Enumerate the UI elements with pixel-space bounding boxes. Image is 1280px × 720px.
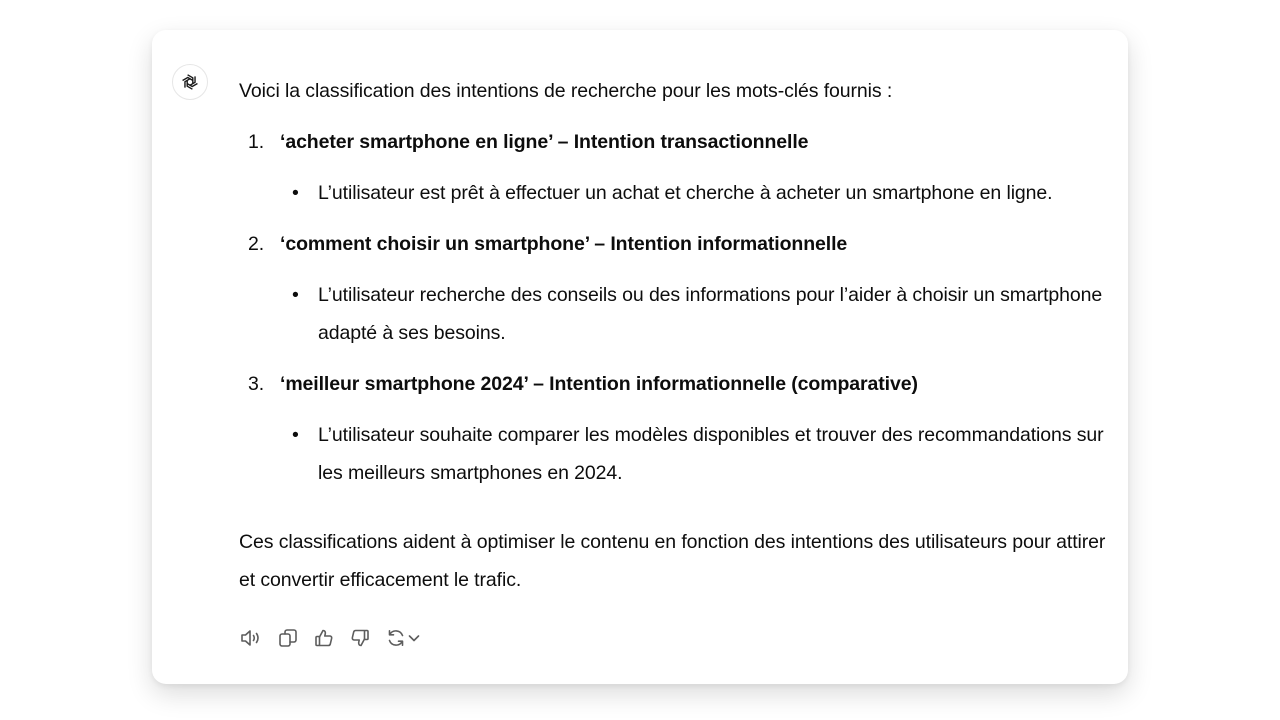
- copy-icon: [277, 627, 299, 649]
- assistant-avatar: [172, 64, 208, 100]
- bullet-dot: •: [292, 182, 299, 204]
- list-item-title: ‘acheter smartphone en ligne’ – Intention transactionnelle: [280, 131, 809, 153]
- regenerate-icon: [385, 627, 407, 649]
- list-item: [239, 123, 1119, 212]
- openai-logo-icon: [178, 70, 202, 94]
- list-item-number: 1.: [248, 131, 265, 153]
- list-item-number: 2.: [248, 233, 265, 255]
- list-item-title: ‘meilleur smartphone 2024’ – Intention informationnelle (comparative): [280, 373, 918, 395]
- bullet-text: L’utilisateur est prêt à effectuer un achat et cherche à acheter un smartphone en ligne.: [318, 182, 1053, 204]
- list-item-bullet: [280, 276, 1119, 352]
- bullet-text: L’utilisateur recherche des conseils ou des informations pour l’aider à choisir un smartphone adapté à ses besoins.: [318, 284, 1103, 344]
- message-actions: [239, 626, 421, 650]
- thumbs-down-button[interactable]: [349, 626, 371, 650]
- list-item: [239, 225, 1119, 352]
- read-aloud-button[interactable]: [239, 626, 263, 650]
- message-outro: Ces classifications aident à optimiser le contenu en fonction des intentions des utilisateurs pour attirer et convertir efficacement le trafic.: [239, 531, 1106, 591]
- bullet-dot: •: [292, 284, 299, 306]
- regenerate-button[interactable]: [385, 626, 421, 650]
- message-intro: Voici la classification des intentions de recherche pour les mots-clés fournis :: [239, 80, 893, 102]
- list-item-number: 3.: [248, 373, 265, 395]
- assistant-message-card: [152, 30, 1128, 684]
- bullet-dot: •: [292, 424, 299, 446]
- thumbs-down-icon: [349, 627, 371, 649]
- thumbs-up-button[interactable]: [313, 626, 335, 650]
- message-content: [239, 72, 1119, 599]
- thumbs-up-icon: [313, 627, 335, 649]
- list-item-bullet: [280, 416, 1119, 492]
- bullet-text: L’utilisateur souhaite comparer les modèles disponibles et trouver des recommandations sur les meilleurs smartphones en 2024.: [318, 424, 1104, 484]
- list-item: [239, 365, 1119, 492]
- speaker-icon: [239, 627, 263, 649]
- chevron-down-icon: [407, 627, 421, 649]
- list-item-title: ‘comment choisir un smartphone’ – Intention informationnelle: [280, 233, 848, 255]
- list-item-bullet: [280, 174, 1119, 212]
- copy-button[interactable]: [277, 626, 299, 650]
